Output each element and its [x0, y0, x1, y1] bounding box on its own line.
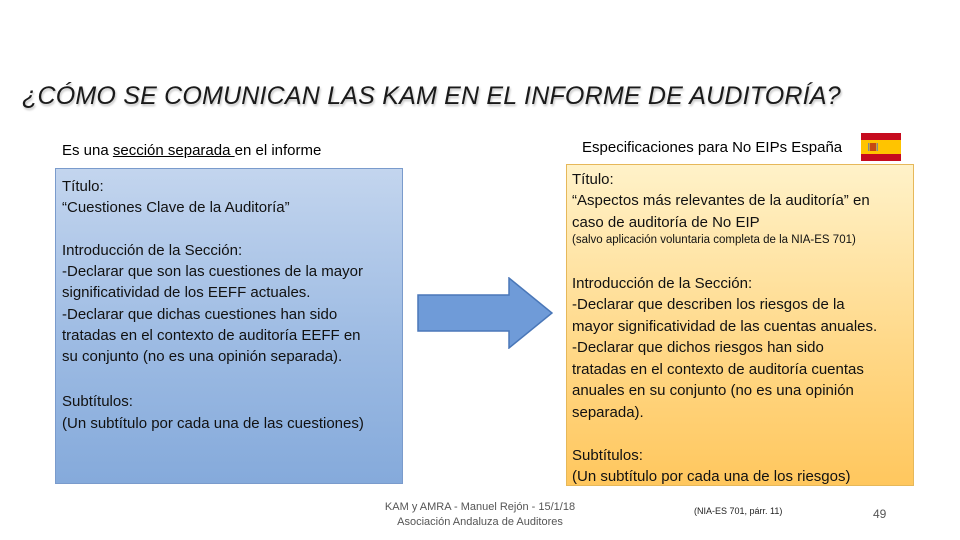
right-arrow-icon [417, 277, 553, 349]
left-intro-line: tratadas en el contexto de auditoría EEFF en [62, 327, 361, 344]
left-heading-post: en el informe [234, 142, 322, 159]
footer-credit [380, 500, 580, 530]
spain-flag-icon [861, 133, 901, 161]
left-intro-line: -Declarar que dichas cuestiones han sido [62, 306, 338, 323]
footer-line-1: KAM y AMRA - Manuel Rejón - 15/1/18 [384, 501, 576, 513]
right-title-value: caso de auditoría de No EIP [572, 214, 760, 231]
right-title-value: “Aspectos más relevantes de la auditoría” en [572, 192, 870, 209]
left-heading-underlined: sección separada [112, 142, 235, 159]
left-intro-line: -Declarar que son las cuestiones de la mayor [62, 263, 363, 280]
right-intro-line: tratadas en el contexto de auditoría cuentas [572, 361, 864, 378]
left-subtitles-text: (Un subtítulo por cada una de las cuestiones) [62, 415, 364, 432]
right-subtitles-text: (Un subtítulo por cada una de los riesgos) [572, 468, 851, 485]
left-title-value: “Cuestiones Clave de la Auditoría” [62, 199, 290, 216]
right-intro-line: anuales en su conjunto (no es una opinión [572, 382, 854, 399]
footer-line-2: Asociación Andaluza de Auditores [397, 516, 563, 528]
right-intro-line: -Declarar que describen los riesgos de la [572, 296, 845, 313]
footer-reference: (NIA-ES 701, párr. 11) [694, 506, 783, 516]
right-note: (salvo aplicación voluntaria completa de la NIA-ES 701) [572, 234, 856, 246]
left-heading-pre: Es una [62, 142, 113, 159]
right-intro-label: Introducción de la Sección: [572, 275, 753, 292]
left-heading [62, 142, 321, 159]
left-subtitles-label: Subtítulos: [62, 393, 133, 410]
left-intro-label: Introducción de la Sección: [62, 242, 243, 259]
left-intro-line: su conjunto (no es una opinión separada). [62, 348, 343, 365]
left-intro-line: significatividad de los EEFF actuales. [62, 284, 311, 301]
right-heading: Especificaciones para No EIPs España [582, 139, 843, 156]
left-title-label: Título: [62, 178, 104, 195]
right-subtitles-label: Subtítulos: [572, 447, 643, 464]
right-intro-line: separada). [572, 404, 644, 421]
page-number: 49 [873, 507, 887, 521]
right-intro-line: mayor significatividad de las cuentas anuales. [572, 318, 878, 335]
slide-title: ¿CÓMO SE COMUNICAN LAS KAM EN EL INFORME DE AUDITORÍA? [22, 82, 841, 110]
right-title-label: Título: [572, 171, 614, 188]
right-intro-line: -Declarar que dichos riesgos han sido [572, 339, 824, 356]
